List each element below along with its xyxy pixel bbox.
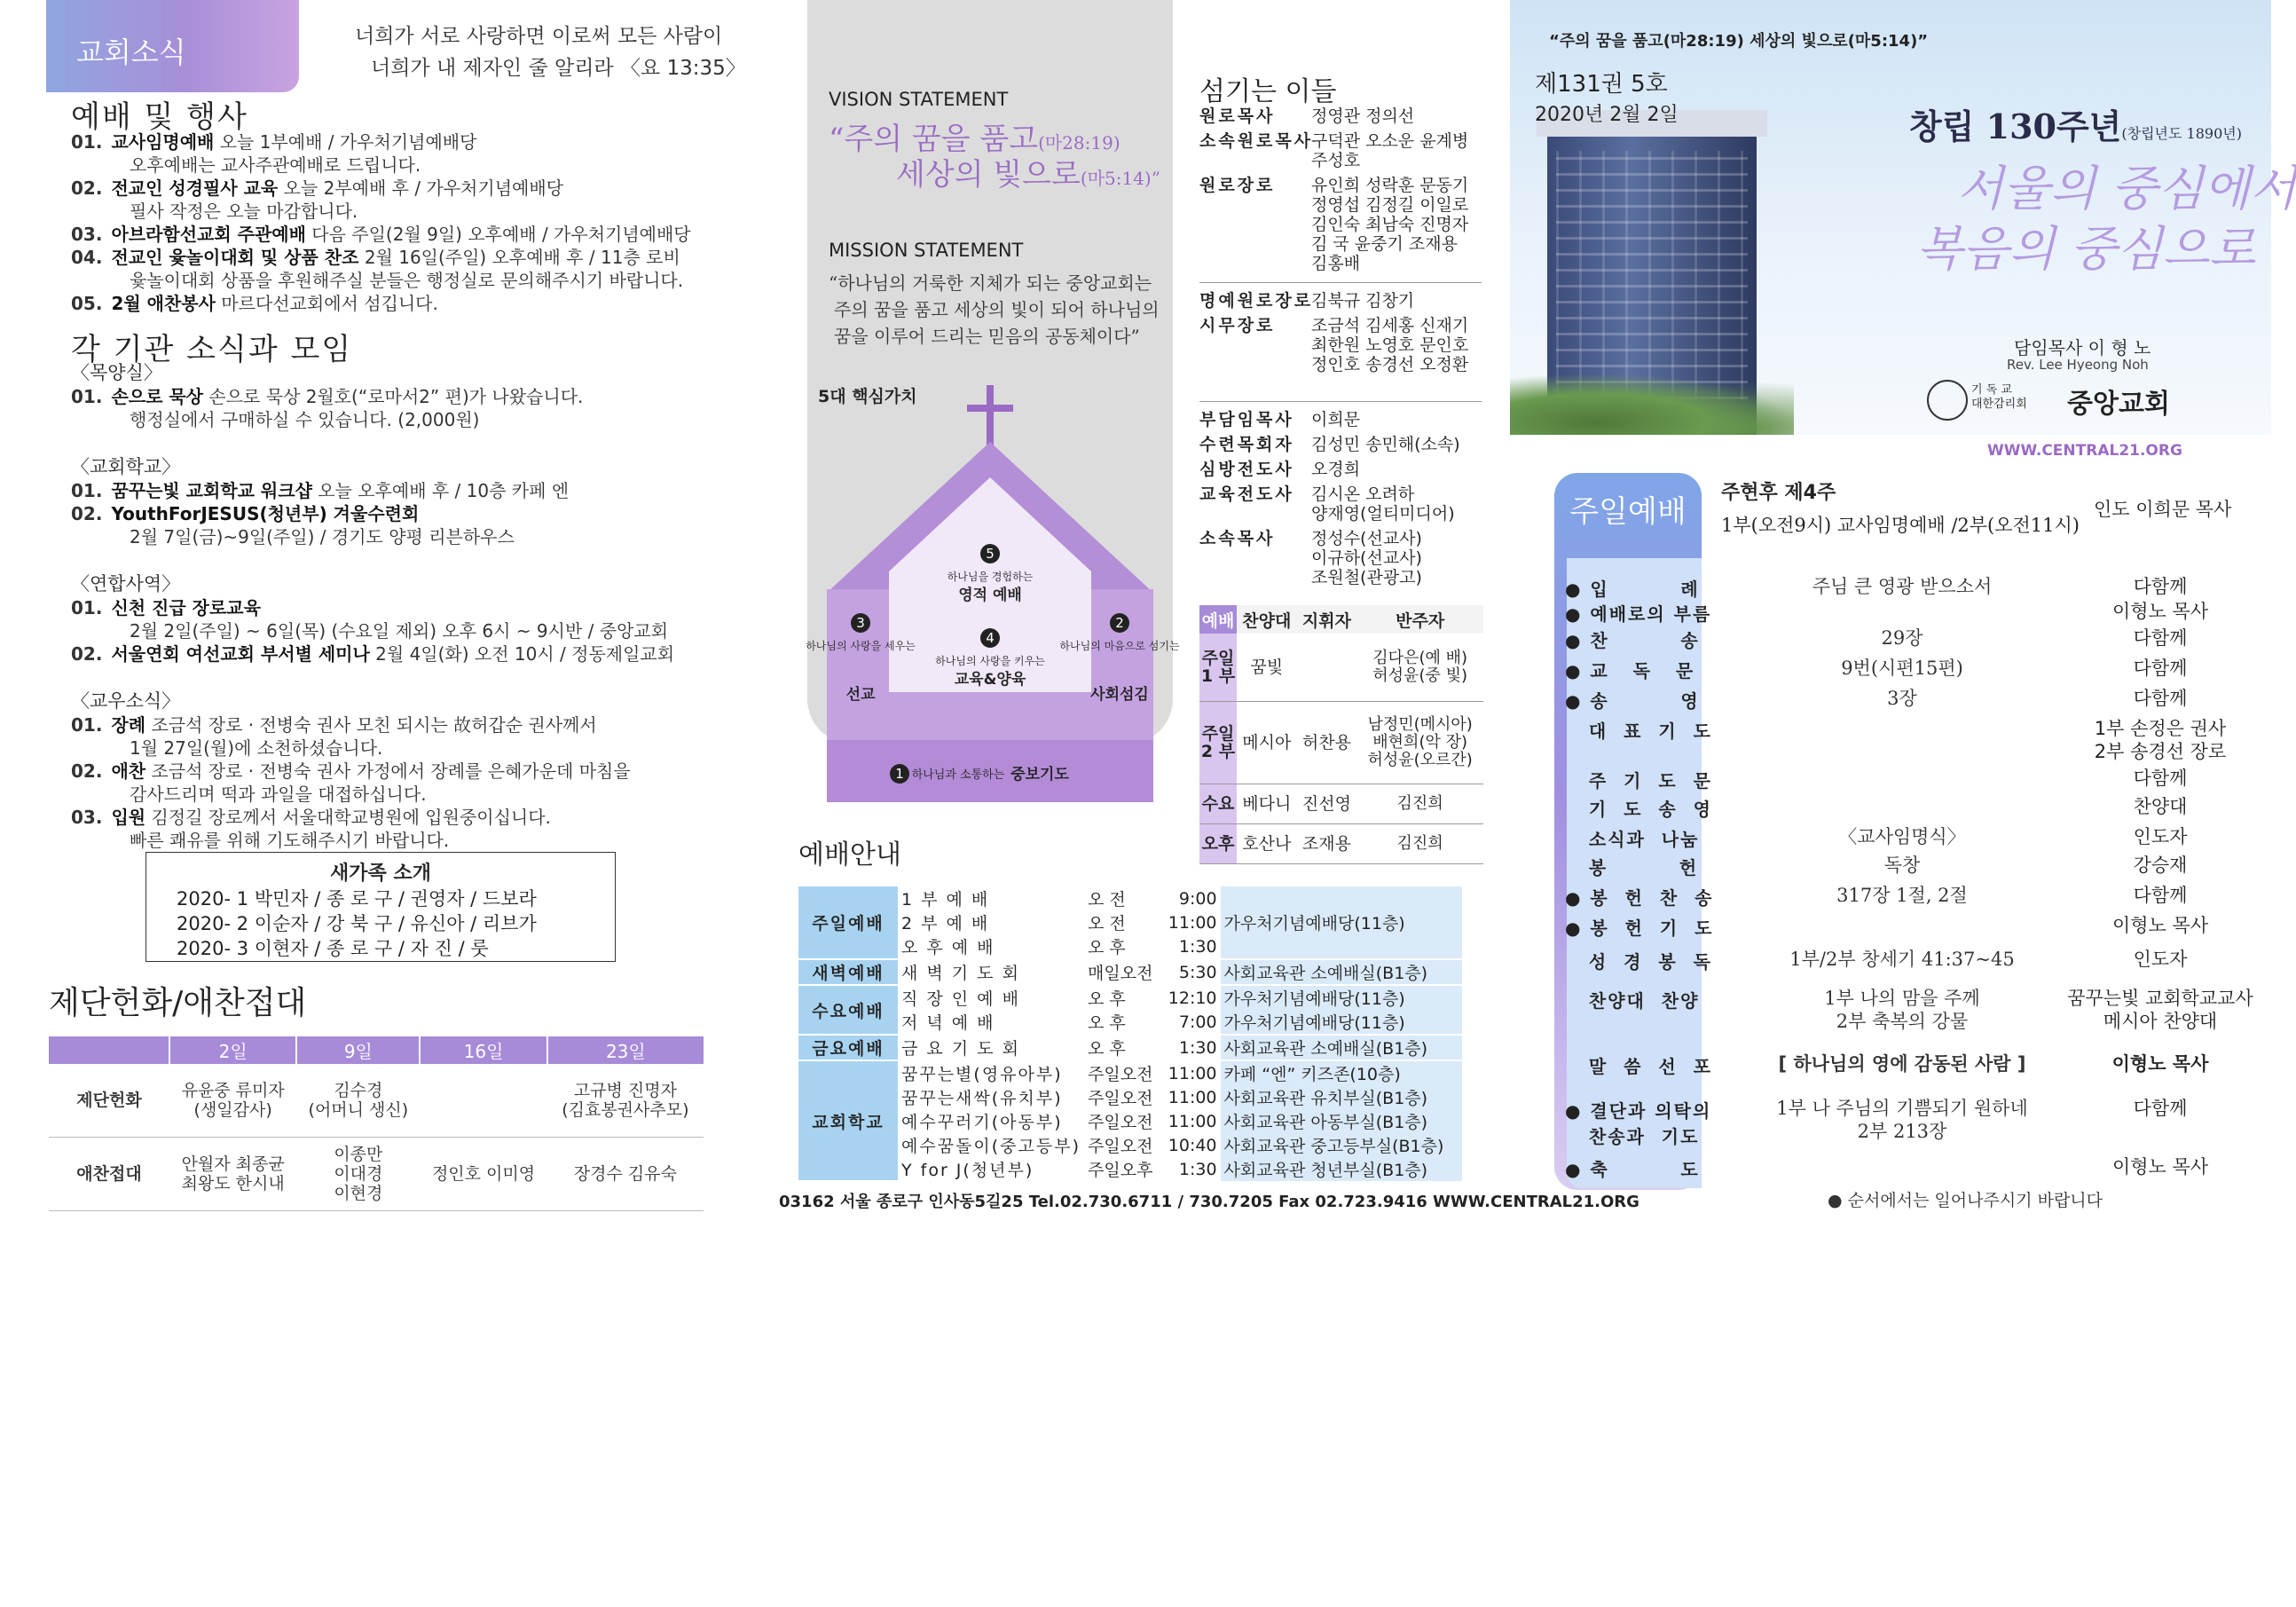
order-label: ● 입 례 [1565,579,1700,600]
cover-verse: “주의 꿈을 품고(마28:19) 세상의 빛으로(마5:14)” [1549,32,1929,51]
new-family-box [145,852,616,962]
altar-cell [420,1064,546,1138]
order-label: ● 예배로의 부름 [1565,603,1712,625]
altar-cell: 유윤중 류미자 (생일감사) [169,1064,296,1138]
event-item-3: 03. 아브라함선교회 주관예배 다음 주일(2월 9일) 오후예배 / 가우처기념예배당 [71,224,691,245]
choir-row [1199,634,1483,702]
group-item-cont: 1월 27일(월)에 소천하셨습니다. [130,737,383,759]
order-presenter: 이형노 목사 [2111,915,2209,936]
service-name: 2 부 예 배 [901,914,990,933]
service-time: 11:00 [1161,1060,1221,1085]
staff-names: 김 국 윤중기 조재용 [1311,234,1458,254]
service-location: 카페 “엔” 키즈존(10층) [1221,1060,1462,1085]
staff-title: 섬기는 이들 [1199,76,1337,107]
core-sub-5: 하나님을 경험하는 [947,571,1034,583]
core-main-5: 영적 예배 [958,587,1022,604]
order-content: 9번(시편15편) [1841,658,1963,679]
issue-number: 제131권 5호 [1535,71,1668,98]
core-sub-4: 하나님의 사랑을 키우는 [935,655,1045,667]
order-content: 주님 큰 영광 받으소서 [1812,576,1993,597]
group-item: 01. 손으로 묵상 손으로 묵상 2월호(“로마서2” 편)가 나왔습니다. [71,386,584,407]
group-item-cont: 행정실에서 구매하실 수 있습니다. (2,000원) [130,409,480,430]
staff-names: 유인희 성락훈 문동기 [1311,176,1469,195]
service-name: 오 후 예 배 [901,938,995,957]
church-name: 중앙교회 [2067,389,2170,420]
service-time-of-day: 주일오후 [1088,1161,1153,1180]
service-time: 1:30 [1178,936,1217,957]
service-time-of-day: 매일오전 [1084,959,1161,985]
vision-label: VISION STATEMENT [829,89,1009,110]
order-content: 317장 1절, 2절 [1836,885,1968,906]
service-name: Y for J(청년부) [901,1161,1034,1180]
staff-names: 오경희 [1311,460,1361,479]
group-item: 02. YouthForJESUS(청년부) 겨울수련회 [71,503,420,524]
order-content: 독창 [1883,855,1921,876]
core-num-2: 2 [1115,615,1124,631]
core-num-3: 3 [856,615,865,631]
altar-cell: 김수경 (어머니 생신) [296,1064,420,1138]
staff-role: 원로장로 [1199,176,1276,195]
group-item: 01. 장례 조금석 장로 · 전병숙 권사 모친 되시는 故허갑순 권사께서 [71,714,597,736]
vision-quote-2: 세상의 빛으로(마5:14)” [896,157,1160,193]
event-item-2-cont: 필사 작정은 오늘 마감합니다. [130,201,358,222]
staff-names: 정인호 송경선 오정환 [1311,355,1469,374]
staff-names: 구덕관 오소운 윤계병 [1311,131,1469,151]
order-label: ● 결단과 의탁의 찬송과 기도 [1565,1100,1712,1147]
service-name: 1 부 예 배 [898,886,1084,910]
staff-names: 양재영(얼티미디어) [1311,504,1455,524]
service-time-of-day: 주일오전 [1088,1113,1153,1132]
events-title: 예배 및 행사 [71,99,248,135]
choir-cond: 진선영 [1297,784,1357,824]
service-category: 주일예배 [798,886,898,959]
core-num-5: 5 [986,546,995,562]
choir-choir: 베다니 [1237,784,1297,824]
choir-col-header: 찬양대 [1237,605,1297,634]
service-time: 11:00 [1168,1087,1217,1107]
core-main-2: 사회섬김 [1090,686,1149,704]
service-location: 가우처기념예배당(11층) [1221,886,1462,959]
order-presenter: 이형노 목사 [2111,601,2209,622]
core-sub-2: 하나님의 마음으로 섬기는 [1059,640,1180,652]
staff-role: 시무장로 [1199,316,1276,335]
service-time: 11:00 [1168,912,1217,933]
altar-cell: 고규병 진명자 (김효봉권사추모) [547,1064,704,1138]
service-name: 예수꾸러기(아동부) [901,1113,1063,1132]
altar-col-header: 2일 [169,1036,296,1064]
staff-role: 심방전도사 [1199,460,1294,479]
service-location: 가우처기념예배당(11층) [1221,985,1462,1010]
staff-names: 정영섭 김정길 이일로 [1311,195,1469,215]
mission-text: “하나님의 거룩한 지체가 되는 중앙교회는 주의 꿈을 품고 세상의 빛이 되어 하나님의 꿈을 이루어 드리는 믿음의 공동체이다” [829,272,1160,347]
service-location: 사회교육관 소예배실(B1층) [1221,959,1462,985]
order-label: ● 교 독 문 [1565,660,1695,681]
staff-names: 김북규 김창기 [1311,291,1415,311]
service-time-of-day: 오 전 [1084,886,1161,910]
staff-role: 부담임목사 [1199,410,1294,429]
header-verse-1: 너희가 서로 사랑하면 이로써 모든 사람이 [355,25,723,48]
anniversary: 창립 130주년(창립년도 1890년) [1909,106,2242,146]
issue-date: 2020년 2월 2일 [1535,104,1679,126]
order-content: 1부/2부 창세기 41:37~45 [1789,949,2015,970]
order-label: ● 봉 헌 찬 송 [1565,887,1714,909]
choir-col-header: 지휘자 [1297,605,1357,634]
group-item: 02. 애찬 조금석 장로 · 전병숙 권사 가정에서 장례를 은혜가운데 마침을 [71,760,631,782]
service-time: 9:00 [1161,886,1221,910]
trees-image [1510,373,1794,435]
order-presenter: 이형노 목사 [2111,1156,2209,1178]
service-row [798,985,1462,1010]
order-presenter: 강승재 [2133,855,2188,876]
core-num-1: 1 [895,766,904,782]
service-time-of-day: 오 후 [1084,985,1161,1010]
order-label: 봉 헌 [1565,857,1699,878]
church-diagram [806,380,1180,802]
group-heading: 〈교우소식〉 [71,690,181,712]
group-item-cont: 2월 2일(주일) ~ 6일(목) (수요일 제외) 오후 6시 ~ 9시반 / 중앙교회 [130,620,669,642]
choir-row [1199,702,1483,784]
service-location: 사회교육관 중고등부실(B1층) [1221,1133,1462,1157]
order-content: 1부 나 주님의 기쁨되기 원하네 2부 213장 [1776,1098,2028,1142]
staff-role: 원로목사 [1199,106,1276,126]
order-presenter: 다함께 [2133,576,2188,597]
service-time-of-day: 오 후 [1088,938,1126,957]
service-row [798,1035,1462,1060]
service-time-of-day: 오 후 [1088,1013,1126,1033]
choir-acc: 김진희 [1356,784,1483,824]
groups-title: 각 기관 소식과 모임 [71,332,353,367]
events-list [71,130,745,315]
staff-names: 김시온 오려하 [1311,484,1415,504]
group-heading: 〈교회학교〉 [71,456,181,477]
website: WWW.CENTRAL21.ORG [1987,442,2182,460]
service-row [798,1010,1462,1035]
altar-row [49,1064,704,1138]
event-item-5: 05. 2월 애찬봉사 마르다선교회에서 섬깁니다. [71,293,438,314]
service-time-of-day: 주일오전 [1084,1060,1161,1085]
staff-names: 김성민 송민해(소속) [1311,435,1460,454]
core-sub-1: 하나님과 소통하는 [911,768,1005,782]
order-label: 주 기 도 문 [1565,770,1712,792]
service-table [798,885,1462,1182]
group-item-cont: 빠른 쾌유를 위해 기도해주시기 바랍니다. [130,830,450,851]
altar-col-header: 16일 [420,1036,546,1064]
order-presenter: 인도자 [2133,949,2188,970]
service-name: 꿈꾸는새싹(유치부) [901,1089,1063,1108]
staff-role: 교육전도사 [1199,484,1294,504]
choir-svc: 주일 1 부 [1199,634,1237,702]
choir-cond: 허찬용 [1297,702,1357,784]
order-presenter: 다함께 [2133,885,2188,906]
altar-row [49,1138,704,1211]
slogan-1: 서울의 중심에서 [1957,161,2296,217]
staff-names: 조금석 김세홍 신재기 [1311,316,1469,335]
new-family-row: 2020- 3 이현자 / 종 로 구 / 자 진 / 룻 [177,938,489,959]
choir-table [1199,605,1483,864]
altar-col-header: 23일 [547,1036,704,1064]
order-label: 기 도 송 영 [1565,799,1712,820]
service-row [798,959,1462,985]
order-label: 대 표 기 도 [1565,721,1712,742]
service-category: 수요예배 [798,985,898,1035]
altar-cell: 장경수 김유숙 [547,1138,704,1211]
service-name: 직 장 인 예 배 [898,985,1084,1010]
altar-col-header [49,1036,169,1064]
event-item-1-cont: 오후예배는 교사주관예배로 드립니다. [130,154,421,176]
service-name: 금 요 기 도 회 [898,1035,1084,1060]
order-presenter: 다함께 [2133,658,2188,679]
staff-role: 소속목사 [1199,529,1276,548]
footer-address: 03162 서울 종로구 인사동5길25 Tel.02.730.6711 / 730.7205 Fax 02.723.9416 WWW.CENTRAL21.ORG [779,1193,1639,1211]
order-label: ● 송 영 [1565,690,1700,712]
group-item: 01. 신천 진급 장로교육 [71,597,261,618]
service-location: 사회교육관 소예배실(B1층) [1221,1035,1462,1060]
choir-acc: 남정민(메시아) 배현희(악 장) 허성윤(오르간) [1356,702,1483,784]
pastor-name: 담임목사 이 형 노 [2014,337,2151,358]
denomination: 기 독 교 대한감리회 [1971,383,2027,411]
service-time-of-day: 오 전 [1088,914,1126,933]
event-item-4: 04. 전교인 윷놀이대회 및 상품 찬조 2월 16일(주일) 오후예배 후 / 11층 로비 [71,247,680,268]
order-presenter: 이형노 목사 [2111,1053,2209,1075]
choir-svc: 주일 2 부 [1199,702,1237,784]
event-item-4-cont: 윷놀이대회 상품을 후원해주실 분들은 행정실로 문의해주시기 바랍니다. [130,270,684,291]
service-category: 금요예배 [798,1035,898,1060]
order-presenter: 다함께 [2133,768,2188,789]
service-time: 5:30 [1161,959,1221,985]
order-label: 찬양대 찬양 [1565,990,1700,1012]
service-row [798,1109,1462,1133]
altar-col-header: 9일 [296,1036,420,1064]
sessions: 1부(오전9시) 교사임명예배 /2부(오전11시) [1721,515,2080,536]
service-category: 새벽예배 [798,959,898,985]
core-values-label: 5대 핵심가치 [818,387,917,406]
service-category: 교회학교 [798,1060,898,1181]
choir-svc: 수요 [1199,784,1237,824]
staff-names: 최한원 노영호 문인호 [1311,335,1469,355]
slogan-2: 복음의 중심으로 [1916,221,2256,277]
service-time-of-day: 주일오전 [1088,1137,1153,1156]
choir-row [1199,784,1483,824]
group-item-cont: 2월 7일(금)~9일(주일) / 경기도 양평 리븐하우스 [130,526,515,547]
event-item-1: 01. 교사임명예배 오늘 1부예배 / 가우처기념예배당 [71,131,477,153]
new-family-title: 새가족 소개 [330,863,431,885]
core-main-3: 선교 [845,686,876,704]
service-row [798,1085,1462,1109]
service-name: 꿈꾸는별(영유아부) [898,1060,1084,1085]
order-label: ● 봉 헌 기 도 [1565,918,1714,939]
order-label: ● 찬 송 [1565,630,1700,651]
choir-acc: 김다은(예 배) 허성윤(중 빛) [1356,634,1483,702]
leader: 인도 이희문 목사 [2094,499,2232,520]
standing-note: ● 순서에서는 일어나주시기 바랍니다 [1828,1191,2103,1210]
choir-cond [1297,634,1357,702]
order-presenter: 꿈꾸는빛 교회학교교사 메시아 찬양대 [2067,988,2253,1032]
group-item-cont: 감사드리며 떡과 과일을 대접하십니다. [130,784,427,805]
altar-cell: 정인호 이미영 [420,1138,546,1211]
staff-names: 김인숙 최남숙 진명자 [1311,215,1469,234]
service-time: 11:00 [1168,1111,1217,1131]
group-item: 02. 서울연회 여선교회 부서별 세미나 2월 4일(화) 오전 10시 / 정동제일교회 [71,643,675,665]
new-family-row: 2020- 1 박민자 / 종 로 구 / 권영자 / 드보라 [177,888,537,910]
order-content: 3장 [1887,688,1917,709]
order-presenter: 인도자 [2133,826,2188,847]
service-location: 사회교육관 청년부실(B1층) [1221,1157,1462,1181]
group-heading: 〈연합사역〉 [71,573,181,595]
vision-quote-1: “주의 꿈을 품고(마28:19) [829,122,1120,157]
service-time-of-day: 오 후 [1084,1035,1161,1060]
order-label: 성 경 봉 독 [1565,951,1712,973]
service-time: 10:40 [1168,1135,1217,1155]
pastor-name-en: Rev. Lee Hyeong Noh [2007,357,2149,373]
staff-names: 정성수(선교사) [1311,529,1422,548]
core-num-4: 4 [986,630,995,646]
news-tab-label: 교회소식 [76,35,186,69]
staff-role: 소속원로목사 [1199,131,1314,151]
staff-role: 명예원로장로 [1199,291,1314,311]
event-item-2: 02. 전교인 성경필사 교육 오늘 2부예배 후 / 가우처기념예배당 [71,177,563,199]
worship-tab-label: 주일예배 [1569,494,1687,530]
church-logo-icon [1927,380,1968,421]
service-name: 예수꿈돌이(중고등부) [901,1137,1081,1156]
order-presenter: 찬양대 [2133,796,2188,817]
service-time: 1:30 [1178,1159,1217,1179]
order-label: ● 축 도 [1565,1159,1700,1180]
header-verse-2: 너희가 내 제자인 줄 알리라 〈요 13:35〉 [371,57,746,80]
choir-row [1199,824,1483,864]
altar-title: 제단헌화/애찬접대 [49,985,307,1021]
service-name: 저 녁 예 배 [901,1013,995,1033]
service-time: 7:00 [1178,1012,1217,1032]
altar-table [49,1036,704,1211]
choir-choir: 꿈빛 [1237,634,1297,702]
staff-names: 정영관 정의선 [1311,106,1415,126]
service-location: 사회교육관 아동부실(B1층) [1221,1109,1462,1133]
choir-choir: 호산나 [1237,824,1297,864]
order-content: 29장 [1881,627,1923,649]
choir-acc: 김진희 [1356,824,1483,864]
staff-role: 수련목회자 [1199,435,1294,454]
service-name: 새 벽 기 도 회 [898,959,1084,985]
order-presenter: 다함께 [2133,627,2188,649]
service-row [798,886,1462,910]
choir-svc: 오후 [1199,824,1237,864]
service-location: 사회교육관 유치부실(B1층) [1221,1085,1462,1109]
order-content: 〈교사임명식〉 [1838,826,1966,847]
core-main-1: 중보기도 [1010,766,1069,784]
group-item: 03. 입원 김정길 장로께서 서울대학교병원에 입원중이십니다. [71,807,551,828]
service-row [798,1060,1462,1085]
staff-names: 이규하(선교사) [1311,548,1422,568]
new-family-row: 2020- 2 이순자 / 강 북 구 / 유신아 / 리브가 [177,913,537,934]
service-row [798,1157,1462,1181]
order-content: 1부 나의 맘을 주께 2부 축복의 강물 [1824,988,1980,1032]
choir-col-header: 반주자 [1356,605,1483,634]
choir-col-header: 예배 [1199,605,1237,634]
groups-list [71,358,745,852]
choir-choir: 메시아 [1237,702,1297,784]
order-presenter: 1부 손정은 권사 2부 송경선 장로 [2094,718,2227,762]
order-presenter: 다함께 [2133,1098,2188,1119]
service-time: 1:30 [1161,1035,1221,1060]
staff-names: 조원철(관광고) [1311,568,1422,587]
group-heading: 〈목양실〉 [71,362,162,383]
news-tab [46,0,299,92]
staff-names: 주성호 [1311,151,1361,170]
order-label: 말 씀 선 포 [1565,1056,1712,1077]
core-main-4: 교육&양육 [954,671,1026,689]
altar-cell: 안월자 최종균 최왕도 한시내 [169,1138,296,1211]
altar-cell: 이종만 이대경 이현경 [296,1138,420,1211]
order-label: 소식과 나눔 [1565,829,1700,850]
core-sub-3: 하나님의 사랑을 세우는 [806,640,916,652]
staff-names: 이희문 [1311,410,1361,429]
order-presenter: 다함께 [2133,688,2188,709]
order-content: [ 하나님의 영에 감동된 사람 ] [1778,1053,2026,1075]
mission-label: MISSION STATEMENT [829,240,1024,261]
staff-names: 김홍배 [1311,254,1361,273]
altar-row-label: 제단헌화 [49,1064,169,1138]
altar-row-label: 애찬접대 [49,1138,169,1211]
liturgical-week: 주현후 제4주 [1721,482,1836,504]
service-location: 가우처기념예배당(11층) [1221,1010,1462,1035]
service-row [798,1133,1462,1157]
service-time-of-day: 주일오전 [1088,1089,1153,1108]
service-title: 예배안내 [798,839,901,870]
group-item: 01. 꿈꾸는빛 교회학교 워크샵 오늘 오후예배 후 / 10층 카페 엔 [71,480,570,501]
service-time: 12:10 [1161,985,1221,1010]
choir-cond: 조재용 [1297,824,1357,864]
